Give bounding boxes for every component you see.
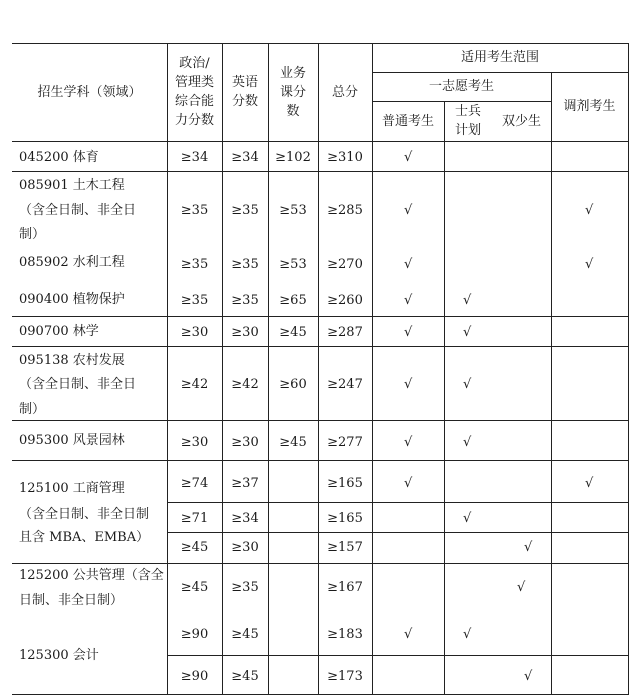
check-mark-soldier: √ — [463, 377, 472, 392]
english-score: ≥34 — [231, 510, 259, 526]
check-mark-adjust: √ — [585, 476, 594, 491]
politics-score: ≥35 — [180, 202, 209, 218]
politics-score: ≥34 — [180, 149, 209, 165]
total-score: ≥167 — [327, 579, 363, 595]
english-score: ≥42 — [231, 376, 259, 392]
subject-name: 日制、非全日制） — [19, 593, 124, 608]
check-mark-regular: √ — [404, 257, 413, 272]
english-score: ≥30 — [231, 434, 259, 450]
header-english: 英语 分数 — [231, 75, 258, 109]
subject-name: 125300 会计 — [19, 648, 99, 663]
total-score: ≥157 — [327, 539, 363, 555]
english-score: ≥37 — [231, 475, 259, 491]
business-score: ≥53 — [279, 256, 307, 272]
politics-score: ≥90 — [180, 626, 209, 642]
business-score: ≥45 — [279, 324, 307, 340]
politics-score: ≥30 — [180, 324, 209, 340]
total-score: ≥247 — [327, 376, 363, 392]
total-score: ≥183 — [327, 626, 363, 642]
total-score: ≥260 — [327, 292, 363, 308]
business-score: ≥65 — [279, 292, 307, 308]
business-score: ≥53 — [279, 202, 307, 218]
subject-name: 095138 农村发展 — [19, 353, 125, 368]
subject-name: （含全日制、非全日制 — [19, 507, 150, 522]
politics-score: ≥45 — [180, 539, 209, 555]
check-mark-regular: √ — [404, 150, 413, 165]
check-mark-minority: √ — [524, 540, 533, 555]
english-score: ≥30 — [231, 324, 259, 340]
check-mark-adjust: √ — [585, 257, 594, 272]
business-score — [268, 577, 318, 597]
english-score: ≥45 — [231, 668, 259, 684]
politics-score: ≥45 — [180, 579, 209, 595]
header-soldier: 士兵 计划 — [454, 104, 481, 138]
check-mark-regular: √ — [404, 627, 413, 642]
total-score: ≥287 — [327, 324, 363, 340]
header-adjust: 调剂考生 — [563, 99, 616, 114]
business-score: ≥102 — [275, 149, 311, 165]
subject-name: 095300 风景园林 — [19, 433, 125, 448]
header-scope: 适用考生范围 — [460, 50, 539, 65]
check-mark-regular: √ — [404, 377, 413, 392]
english-score: ≥30 — [231, 539, 259, 555]
subject-name: 090700 林学 — [19, 324, 99, 339]
subject-name: 125100 工商管理 — [19, 481, 125, 496]
total-score: ≥165 — [327, 510, 363, 526]
english-score: ≥45 — [231, 626, 259, 642]
politics-score: ≥71 — [180, 510, 209, 526]
header-regular: 普通考生 — [381, 113, 434, 129]
total-score: ≥285 — [327, 202, 363, 218]
total-score: ≥270 — [327, 256, 363, 272]
subject-name: 制） — [19, 402, 46, 417]
subject-name: 且含 MBA、EMBA） — [19, 530, 150, 545]
header-politics: 政治/ 管理类 综合能 力分数 — [174, 56, 214, 128]
subject-name: 125200 公共管理（含全 — [19, 568, 164, 583]
header-subject: 招生学科（领域） — [37, 84, 142, 100]
business-score — [268, 624, 318, 644]
total-score: ≥310 — [327, 149, 363, 165]
subject-name: （含全日制、非全日 — [19, 203, 137, 218]
check-mark-regular: √ — [404, 435, 413, 450]
business-score — [268, 537, 318, 557]
check-mark-soldier: √ — [463, 627, 472, 642]
politics-score: ≥90 — [180, 668, 209, 684]
english-score: ≥35 — [231, 202, 259, 218]
check-mark-regular: √ — [404, 476, 413, 491]
header-minority: 双少生 — [501, 113, 541, 129]
subject-name: 045200 体育 — [19, 150, 99, 165]
check-mark-soldier: √ — [463, 325, 472, 340]
check-mark-minority: √ — [524, 669, 533, 684]
total-score: ≥165 — [327, 475, 363, 491]
subject-name: 090400 植物保护 — [19, 292, 125, 307]
subject-name: （含全日制、非全日 — [19, 377, 137, 392]
check-mark-regular: √ — [404, 293, 413, 308]
politics-score: ≥74 — [180, 475, 209, 491]
business-score: ≥45 — [279, 434, 307, 450]
english-score: ≥34 — [231, 149, 259, 165]
total-score: ≥173 — [327, 668, 363, 684]
check-mark-adjust: √ — [585, 203, 594, 218]
politics-score: ≥35 — [180, 256, 209, 272]
business-score — [268, 666, 318, 686]
header-business: 业务 课分 数 — [279, 65, 306, 119]
subject-name: 085902 水利工程 — [19, 255, 125, 270]
business-score: ≥60 — [279, 376, 307, 392]
check-mark-soldier: √ — [463, 435, 472, 450]
business-score — [268, 508, 318, 528]
english-score: ≥35 — [231, 256, 259, 272]
subject-name: 085901 土木工程 — [19, 178, 125, 193]
check-mark-soldier: √ — [463, 293, 472, 308]
english-score: ≥35 — [231, 579, 259, 595]
header-total: 总分 — [331, 84, 358, 100]
check-mark-minority: √ — [517, 580, 526, 595]
business-score — [268, 473, 318, 493]
check-mark-regular: √ — [404, 203, 413, 218]
total-score: ≥277 — [327, 434, 363, 450]
check-mark-regular: √ — [404, 325, 413, 340]
politics-score: ≥35 — [180, 292, 209, 308]
check-mark-soldier: √ — [463, 511, 472, 526]
header-first-choice: 一志愿考生 — [428, 79, 494, 94]
politics-score: ≥42 — [180, 376, 209, 392]
subject-name: 制） — [19, 227, 46, 242]
english-score: ≥35 — [231, 292, 259, 308]
politics-score: ≥30 — [180, 434, 209, 450]
